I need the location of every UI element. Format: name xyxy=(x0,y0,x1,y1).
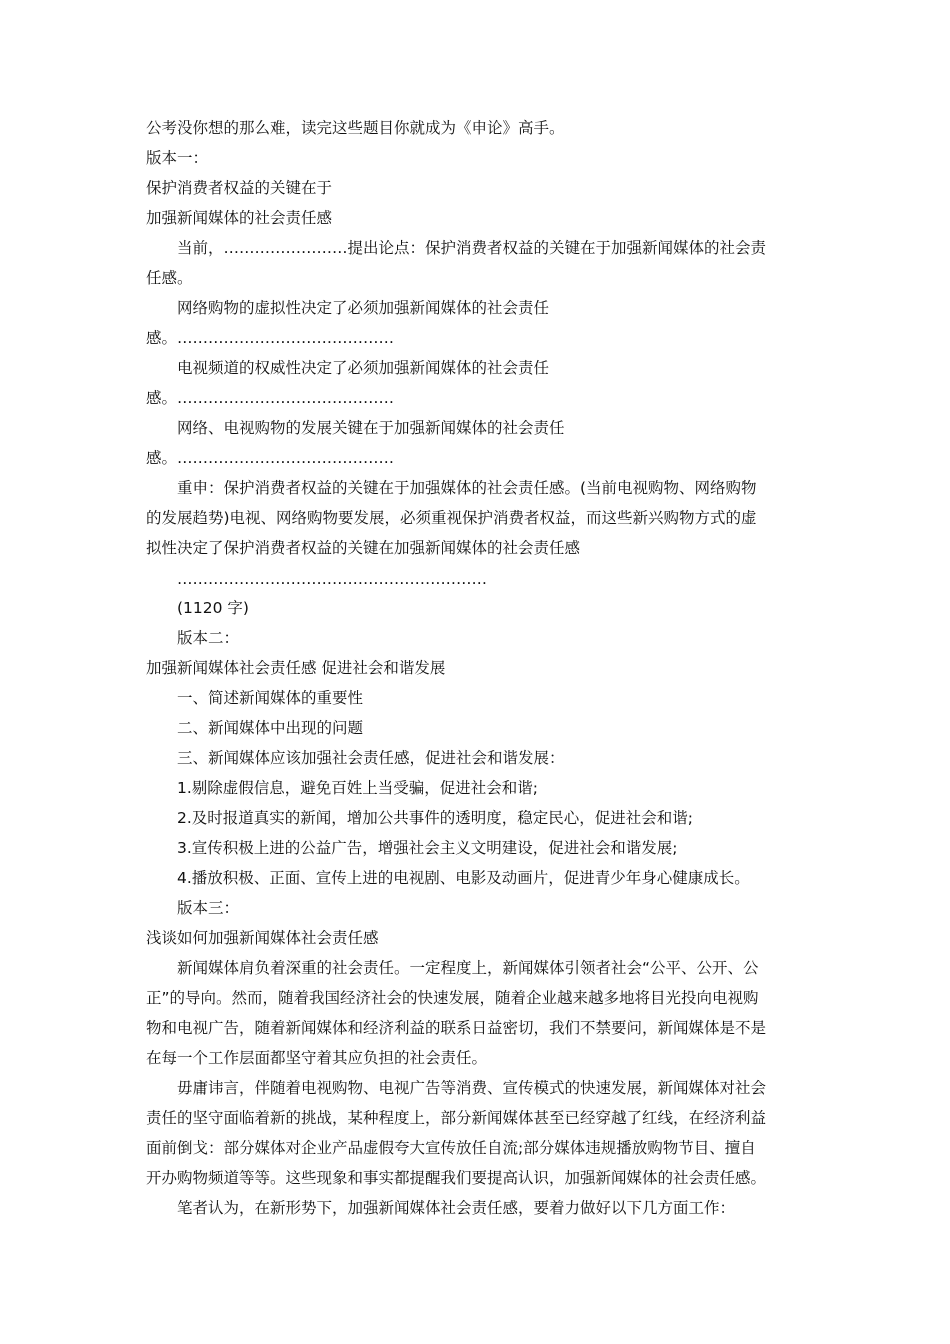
v3-paragraph-1-line-3: 物和电视广告，随着新闻媒体和经济利益的联系日益密切，我们不禁要问，新闻媒体是不是 xyxy=(146,1019,767,1037)
version-3-title: 浅谈如何加强新闻媒体社会责任感 xyxy=(146,929,379,947)
v1-word-count: (1120 字) xyxy=(177,599,249,617)
v2-outline-item-7: 4.播放积极、正面、宣传上进的电视剧、电影及动画片，促进青少年身心健康成长。 xyxy=(177,869,750,887)
v1-paragraph-5-line-3: 拟性决定了保护消费者权益的关键在加强新闻媒体的社会责任感 xyxy=(146,539,581,557)
v2-outline-item-3: 三、新闻媒体应该加强社会责任感，促进社会和谐发展： xyxy=(177,749,565,767)
version-1-heading: 版本一： xyxy=(146,149,209,167)
v1-paragraph-2-line-2: 感。…………………………………… xyxy=(146,329,395,347)
v1-paragraph-1-line-1: 当前，……………………提出论点：保护消费者权益的关键在于加强新闻媒体的社会责 xyxy=(177,239,767,257)
v2-outline-item-5: 2.及时报道真实的新闻，增加公共事件的透明度，稳定民心，促进社会和谐; xyxy=(177,809,694,827)
version-3-heading: 版本三： xyxy=(177,899,240,917)
v3-paragraph-2-line-4: 开办购物频道等等。这些现象和事实都提醒我们要提高认识，加强新闻媒体的社会责任感。 xyxy=(146,1169,767,1187)
v3-paragraph-1-line-2: 正”的导向。然而，随着我国经济社会的快速发展，随着企业越来越多地将目光投向电视购 xyxy=(146,989,759,1007)
version-1-title-line-2: 加强新闻媒体的社会责任感 xyxy=(146,209,333,227)
version-1-title-line-1: 保护消费者权益的关键在于 xyxy=(146,179,333,197)
v3-paragraph-1-line-1: 新闻媒体肩负着深重的社会责任。一定程度上，新闻媒体引领者社会“公平、公开、公 xyxy=(177,959,759,977)
v1-paragraph-3-line-1: 电视频道的权威性决定了必须加强新闻媒体的社会责任 xyxy=(177,359,550,377)
v2-outline-item-6: 3.宣传积极上进的公益广告，增强社会主义文明建设，促进社会和谐发展; xyxy=(177,839,678,857)
v3-paragraph-3-line-1: 笔者认为，在新形势下，加强新闻媒体社会责任感，要着力做好以下几方面工作： xyxy=(177,1199,736,1217)
v3-paragraph-2-line-1: 毋庸讳言，伴随着电视购物、电视广告等消费、宣传模式的快速发展，新闻媒体对社会 xyxy=(177,1079,767,1097)
v1-ellipsis-line: …………………………………………………… xyxy=(177,570,487,588)
v1-paragraph-5-line-2: 的发展趋势)电视、网络购物要发展，必须重视保护消费者权益，而这些新兴购物方式的虚 xyxy=(146,509,757,527)
v1-paragraph-1-line-2: 任感。 xyxy=(146,269,193,287)
v1-paragraph-5-line-1: 重申：保护消费者权益的关键在于加强媒体的社会责任感。(当前电视购物、网络购物 xyxy=(177,479,757,497)
intro-line: 公考没你想的那么难，读完这些题目你就成为《申论》高手。 xyxy=(146,119,565,137)
v2-outline-item-1: 一、简述新闻媒体的重要性 xyxy=(177,689,364,707)
v3-paragraph-2-line-2: 责任的坚守面临着新的挑战，某种程度上，部分新闻媒体甚至已经穿越了红线，在经济利益 xyxy=(146,1109,767,1127)
v2-outline-item-2: 二、新闻媒体中出现的问题 xyxy=(177,719,364,737)
v1-paragraph-3-line-2: 感。…………………………………… xyxy=(146,389,395,407)
v1-paragraph-2-line-1: 网络购物的虚拟性决定了必须加强新闻媒体的社会责任 xyxy=(177,299,550,317)
v2-outline-item-4: 1.剔除虚假信息，避免百姓上当受骗，促进社会和谐; xyxy=(177,779,539,797)
v3-paragraph-1-line-4: 在每一个工作层面都坚守着其应负担的社会责任。 xyxy=(146,1049,488,1067)
v1-paragraph-4-line-2: 感。…………………………………… xyxy=(146,449,395,467)
version-2-title: 加强新闻媒体社会责任感 促进社会和谐发展 xyxy=(146,659,446,677)
v3-paragraph-2-line-3: 面前倒戈：部分媒体对企业产品虚假夸大宣传放任自流;部分媒体违规播放购物节目、擅自 xyxy=(146,1139,756,1157)
version-2-heading: 版本二： xyxy=(177,629,240,647)
v1-paragraph-4-line-1: 网络、电视购物的发展关键在于加强新闻媒体的社会责任 xyxy=(177,419,565,437)
